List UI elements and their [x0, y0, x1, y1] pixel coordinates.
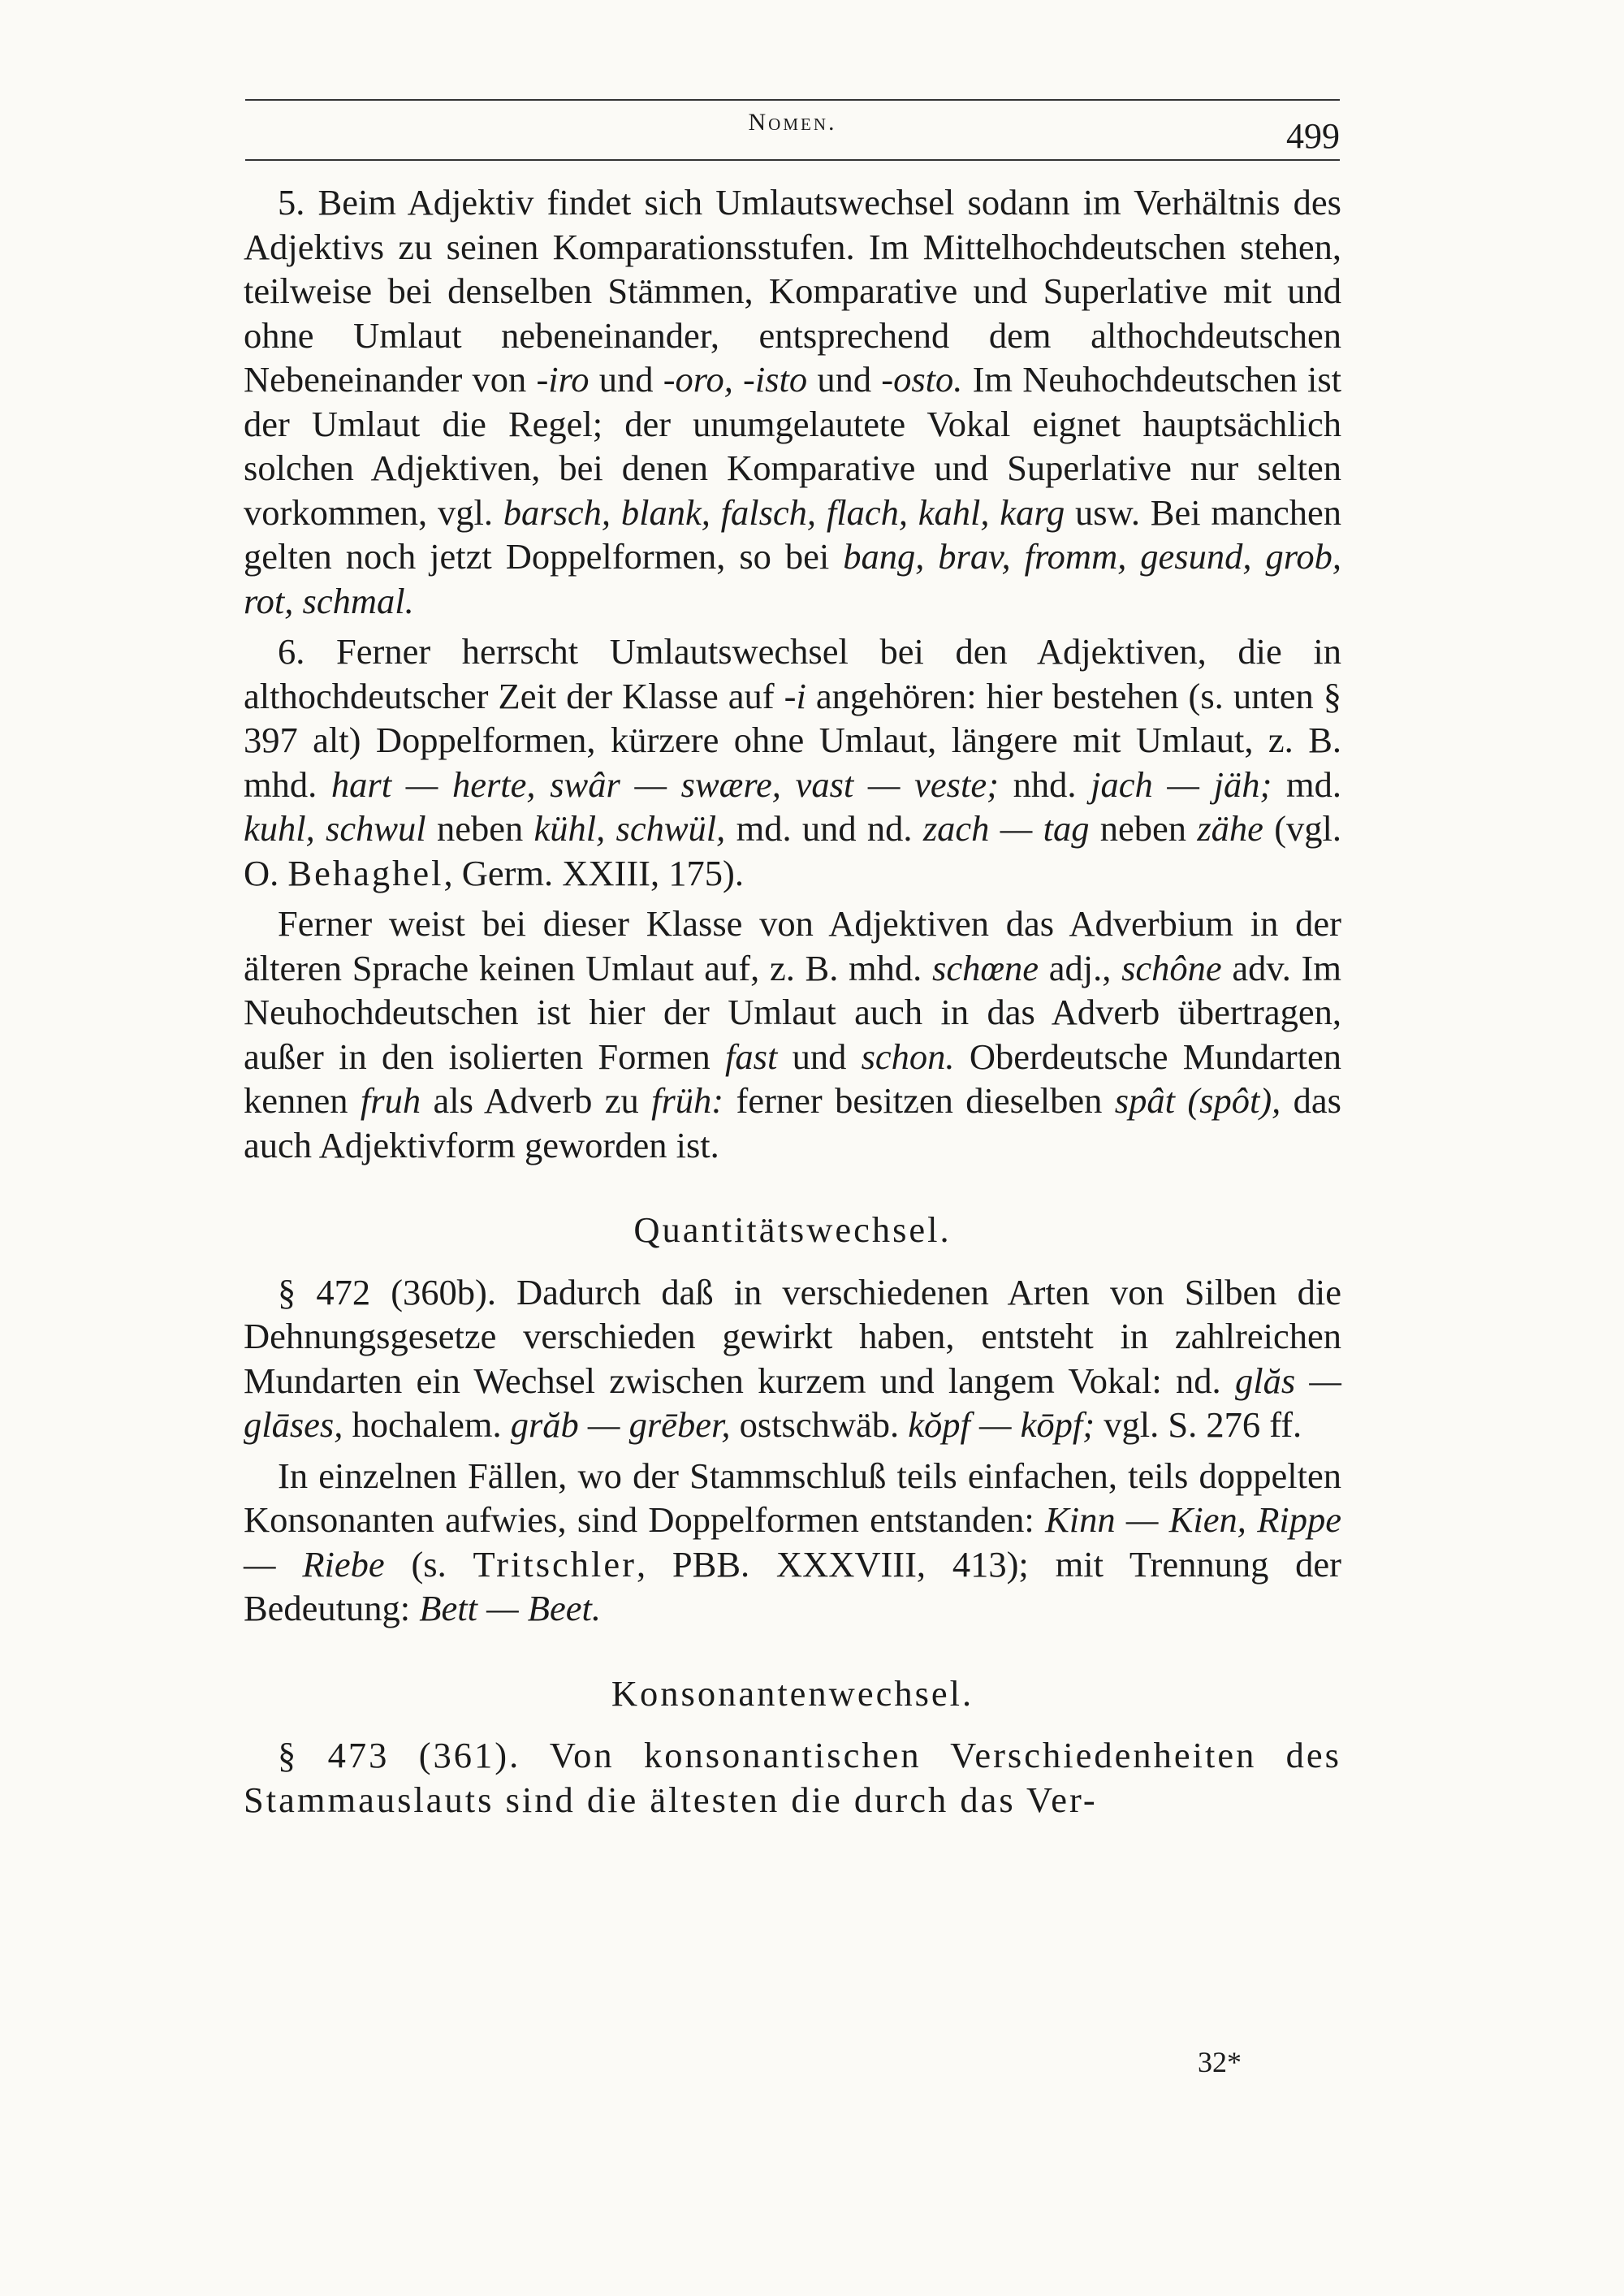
section-heading-quantitaetswechsel: Quantitätswechsel.: [633, 1209, 952, 1250]
paragraph-6: 6. Ferner herrscht Umlautswechsel bei den Adjektiven, die in althochdeutscher Zeit der Klasse auf -i angehören: hier bestehen (s. unten § 397 alt) Doppelformen, kürzere ohne Umlaut, längere mit Umlaut, z. B. mhd. hart — herte, swâr — swære, vast — veste; nhd. jach — jäh; md. kuhl, schwul neben kühl, schwül, md. und nd. zach — tag neben zähe (vgl. O. Behaghel, Germ. XXIII, 175).: [244, 631, 1342, 893]
header-rule-top: [245, 99, 1340, 101]
author-name: Behaghel: [287, 852, 444, 893]
paragraph-472: § 472 (360b). Dadurch daß in verschiedenen Arten von Silben die Dehnungsgesetze verschieden gewirkt haben, entsteht in zahlreichen Mundarten ein Wechsel zwischen kurzem und langem Vokal: nd. glăs — glāses, hochalem. grăb — grēber, ostschwäb. kŏpf — kōpf; vgl. S. 276 ff.: [244, 1271, 1342, 1445]
running-head: Nomen.: [748, 109, 837, 136]
paragraph-7: Ferner weist bei dieser Klasse von Adjektiven das Adverbium in der älteren Sprache keinen Umlaut auf, z. B. mhd. schœne adj., schône adv. Im Neuhochdeutschen ist hier der Umlaut auch in das Adverb übertragen, außer in den isolierten Formen fast und schon. Oberdeutsche Mundarten kennen fruh als Adverb zu früh: ferner besitzen dieselben spât (spôt), das auch Adjektivform geworden ist.: [244, 903, 1341, 1165]
body-text: [244, 180, 1341, 1822]
page-number: 499: [1286, 116, 1340, 156]
paragraph-472-continued: In einzelnen Fällen, wo der Stammschluß teils einfachen, teils doppelten Konsonanten aufwies, sind Doppelformen entstanden: Kinn — Kien, Rippe — Riebe (s. Tritschler, PBB. XXXVIII, 413); mit Trennung der Bedeutung: Bett — Beet.: [244, 1455, 1341, 1628]
paragraph-473: § 473 (361). Von konsonantischen Verschiedenheiten des Stammauslauts sind die ältesten die durch das Ver-: [244, 1735, 1341, 1820]
paragraph-5: 5. Beim Adjektiv findet sich Umlautswechsel sodann im Verhältnis des Adjektivs zu seinen Komparationsstufen. Im Mittelhochdeutschen stehen, teilweise bei denselben Stämmen, Komparative und Superlative mit und ohne Umlaut nebeneinander, entsprechend dem althochdeutschen Nebeneinander von -iro und -oro, -isto und -osto. Im Neuhochdeutschen ist der Umlaut die Regel; der unumgelautete Vokal eignet hauptsächlich solchen Adjektiven, bei denen Komparative und Superlative nur selten vorkommen, vgl. barsch, blank, falsch, flach, kahl, karg usw. Bei manchen gelten noch jetzt Doppelformen, so bei bang, brav, fromm, gesund, grob, rot, schmal.: [244, 182, 1342, 621]
section-heading-konsonantenwechsel: Konsonantenwechsel.: [611, 1672, 974, 1714]
header-rule-bottom: [245, 159, 1340, 161]
author-name: Tritschler: [473, 1543, 637, 1585]
signature-mark: 32*: [1198, 2046, 1242, 2078]
